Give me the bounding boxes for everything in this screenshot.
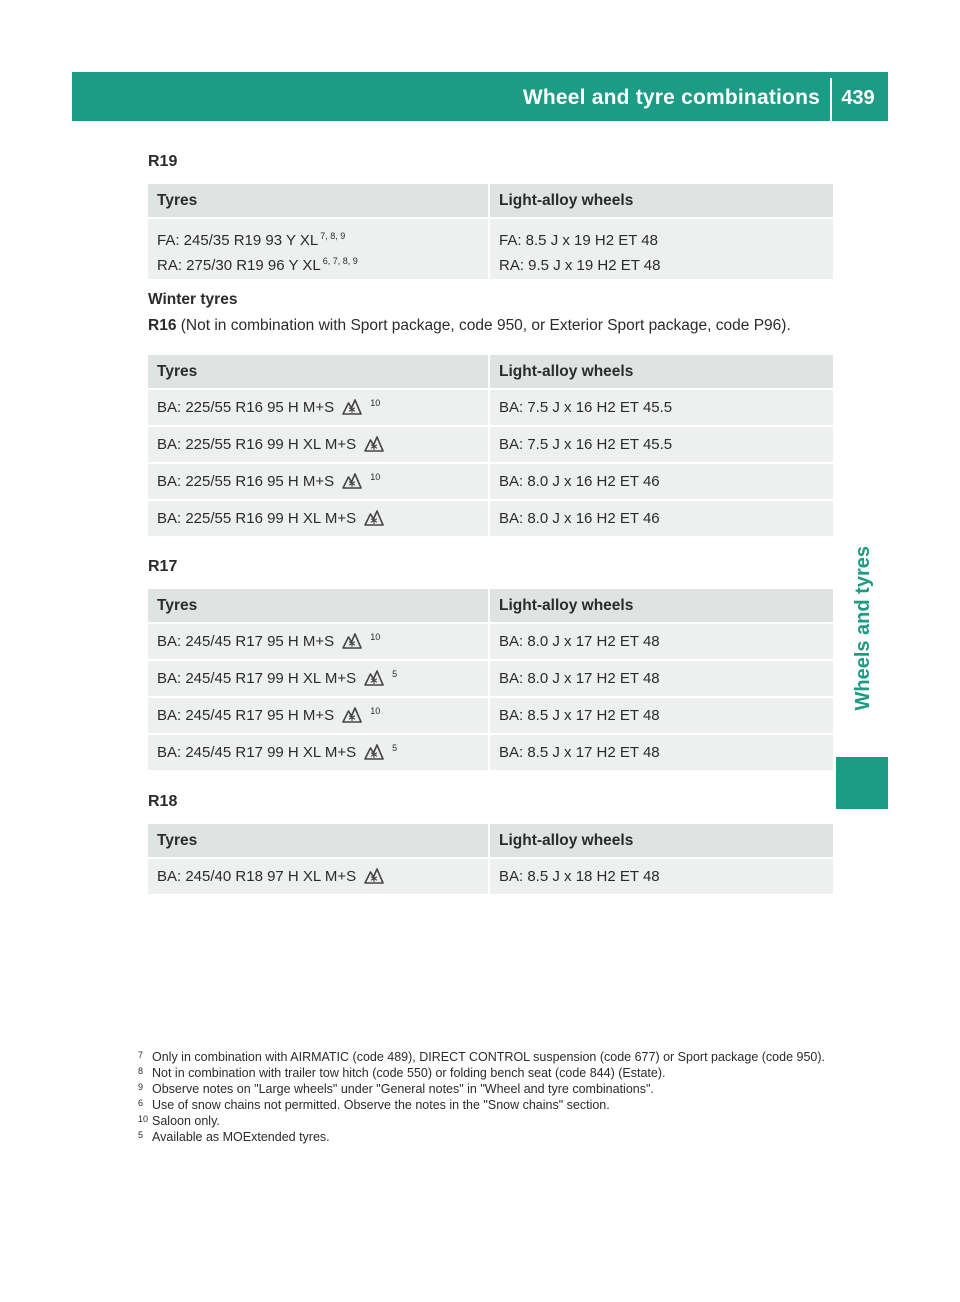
table-row <box>148 425 833 462</box>
footnote-number: 5 <box>138 1130 144 1140</box>
snowflake-mountain-icon <box>364 504 384 522</box>
table-header-row <box>148 355 833 388</box>
footnote <box>138 1065 838 1081</box>
snowflake-mountain-icon <box>342 627 362 645</box>
table-header-row <box>148 184 833 217</box>
tyre-cell <box>148 217 490 279</box>
section-title-r17: R17 <box>148 558 178 575</box>
r16-label: R16 <box>148 317 177 334</box>
footnote-text: Saloon only. <box>152 1114 220 1128</box>
table-row <box>148 388 833 425</box>
tyre-cell <box>148 425 490 462</box>
table-row <box>148 622 833 659</box>
footnote <box>138 1049 838 1065</box>
table-row <box>148 217 833 279</box>
table-r18 <box>148 824 833 894</box>
snowflake-mountain-icon <box>364 738 384 756</box>
column-header-tyres: Tyres <box>148 355 490 388</box>
section-title-r18: R18 <box>148 793 178 810</box>
tyre-size: BA: 225/55 R16 99 H XL M+S <box>157 510 357 527</box>
footnote <box>138 1129 838 1145</box>
table-header-row <box>148 589 833 622</box>
table-header-row <box>148 824 833 857</box>
tyre-cell <box>148 696 490 733</box>
wheel-line: FA: 8.5 J x 19 H2 ET 48 <box>499 232 658 249</box>
winter-note <box>148 313 833 339</box>
wheel-cell: BA: 8.5 J x 17 H2 ET 48 <box>490 733 833 770</box>
tyre-cell <box>148 622 490 659</box>
side-chapter-tab <box>836 540 888 770</box>
column-header-wheels: Light-alloy wheels <box>490 184 833 217</box>
wheel-cell <box>490 217 833 279</box>
header-divider <box>830 78 832 121</box>
tyre-size: BA: 245/40 R18 97 H XL M+S <box>157 868 357 885</box>
page-header <box>72 72 888 121</box>
wheel-cell: BA: 8.0 J x 16 H2 ET 46 <box>490 462 833 499</box>
table-r19 <box>148 184 833 279</box>
footnote-ref: 10 <box>370 472 381 482</box>
column-header-wheels: Light-alloy wheels <box>490 589 833 622</box>
footnote-number: 8 <box>138 1066 144 1076</box>
table-r16 <box>148 355 833 536</box>
snowflake-mountain-icon <box>364 430 384 448</box>
footnotes <box>138 1049 838 1145</box>
tyre-size: BA: 225/55 R16 95 H M+S <box>157 473 335 490</box>
snowflake-mountain-icon <box>342 701 362 719</box>
wheel-cell: BA: 8.5 J x 18 H2 ET 48 <box>490 857 833 894</box>
chapter-title: Wheel and tyre combinations <box>522 86 820 109</box>
column-header-tyres: Tyres <box>148 589 490 622</box>
tyre-size: BA: 225/55 R16 99 H XL M+S <box>157 436 357 453</box>
wheel-cell: BA: 8.0 J x 17 H2 ET 48 <box>490 659 833 696</box>
column-header-tyres: Tyres <box>148 184 490 217</box>
snowflake-mountain-icon <box>342 393 362 411</box>
tyre-cell <box>148 388 490 425</box>
column-header-tyres: Tyres <box>148 824 490 857</box>
tyre-size: BA: 225/55 R16 95 H M+S <box>157 399 335 416</box>
side-tab-label: Wheels and tyres <box>852 546 874 711</box>
tyre-cell <box>148 499 490 536</box>
tyre-line: FA: 245/35 R19 93 Y XL $^{7, 8, 9}$ <box>157 231 346 249</box>
snowflake-mountain-icon <box>364 664 384 682</box>
table-row <box>148 462 833 499</box>
footnote-ref: 10 <box>370 706 381 716</box>
winter-title: Winter tyres <box>148 291 238 308</box>
wheel-cell: BA: 7.5 J x 16 H2 ET 45.5 <box>490 425 833 462</box>
wheel-cell: BA: 8.5 J x 17 H2 ET 48 <box>490 696 833 733</box>
footnote-ref: 10 <box>370 398 381 408</box>
footnote-text: Use of snow chains not permitted. Observe the notes in the "Snow chains" section. <box>152 1098 610 1112</box>
footnote-number: 10 <box>138 1114 149 1124</box>
snowflake-mountain-icon <box>342 467 362 485</box>
side-marker <box>836 757 888 809</box>
tyre-cell <box>148 659 490 696</box>
footnote-ref: 5 <box>392 743 398 753</box>
tyre-cell <box>148 857 490 894</box>
tyre-size: BA: 245/45 R17 99 H XL M+S <box>157 744 357 761</box>
footnote-text: Not in combination with trailer tow hitch (code 550) or folding bench seat (code 844) (Estate). <box>152 1066 666 1080</box>
footnote-ref: 7, 8, 9 <box>320 231 346 241</box>
section-title-r19: R19 <box>148 153 178 170</box>
tyre-size: BA: 245/45 R17 99 H XL M+S <box>157 670 357 687</box>
tyre-size: BA: 245/45 R17 95 H M+S <box>157 707 335 724</box>
tyre-cell <box>148 462 490 499</box>
tyre-cell <box>148 733 490 770</box>
footnote-ref: 10 <box>370 632 381 642</box>
footnote <box>138 1081 838 1097</box>
wheel-cell: BA: 7.5 J x 16 H2 ET 45.5 <box>490 388 833 425</box>
table-row <box>148 696 833 733</box>
table-r17 <box>148 589 833 770</box>
r16-note: (Not in combination with Sport package, code 950, or Exterior Sport package, code P96). <box>176 317 791 334</box>
footnote-ref: 5 <box>392 669 398 679</box>
footnote-text: Observe notes on "Large wheels" under "General notes" in "Wheel and tyre combinations". <box>152 1082 654 1096</box>
wheel-cell: BA: 8.0 J x 16 H2 ET 46 <box>490 499 833 536</box>
footnote-text: Available as MOExtended tyres. <box>152 1130 330 1144</box>
column-header-wheels: Light-alloy wheels <box>490 824 833 857</box>
footnote-text: Only in combination with AIRMATIC (code 489), DIRECT CONTROL suspension (code 677) or Sport package (code 950). <box>152 1050 825 1064</box>
page-content <box>148 152 833 894</box>
column-header-wheels: Light-alloy wheels <box>490 355 833 388</box>
table-row <box>148 857 833 894</box>
footnote-ref: 6, 7, 8, 9 <box>322 256 358 266</box>
page-number: 439 <box>841 87 875 109</box>
footnote <box>138 1113 838 1129</box>
table-row <box>148 733 833 770</box>
tyre-line: RA: 275/30 R19 96 Y XL $^{6, 7, 8, 9}$ <box>157 256 358 274</box>
footnote-number: 6 <box>138 1098 144 1108</box>
footnote-number: 7 <box>138 1050 144 1060</box>
footnote <box>138 1097 838 1113</box>
table-row <box>148 499 833 536</box>
winter-tyres-intro <box>148 287 833 339</box>
wheel-cell: BA: 8.0 J x 17 H2 ET 48 <box>490 622 833 659</box>
footnote-number: 9 <box>138 1082 144 1092</box>
wheel-line: RA: 9.5 J x 19 H2 ET 48 <box>499 257 661 274</box>
tyre-size: BA: 245/45 R17 95 H M+S <box>157 633 335 650</box>
snowflake-mountain-icon <box>364 862 384 880</box>
table-row <box>148 659 833 696</box>
